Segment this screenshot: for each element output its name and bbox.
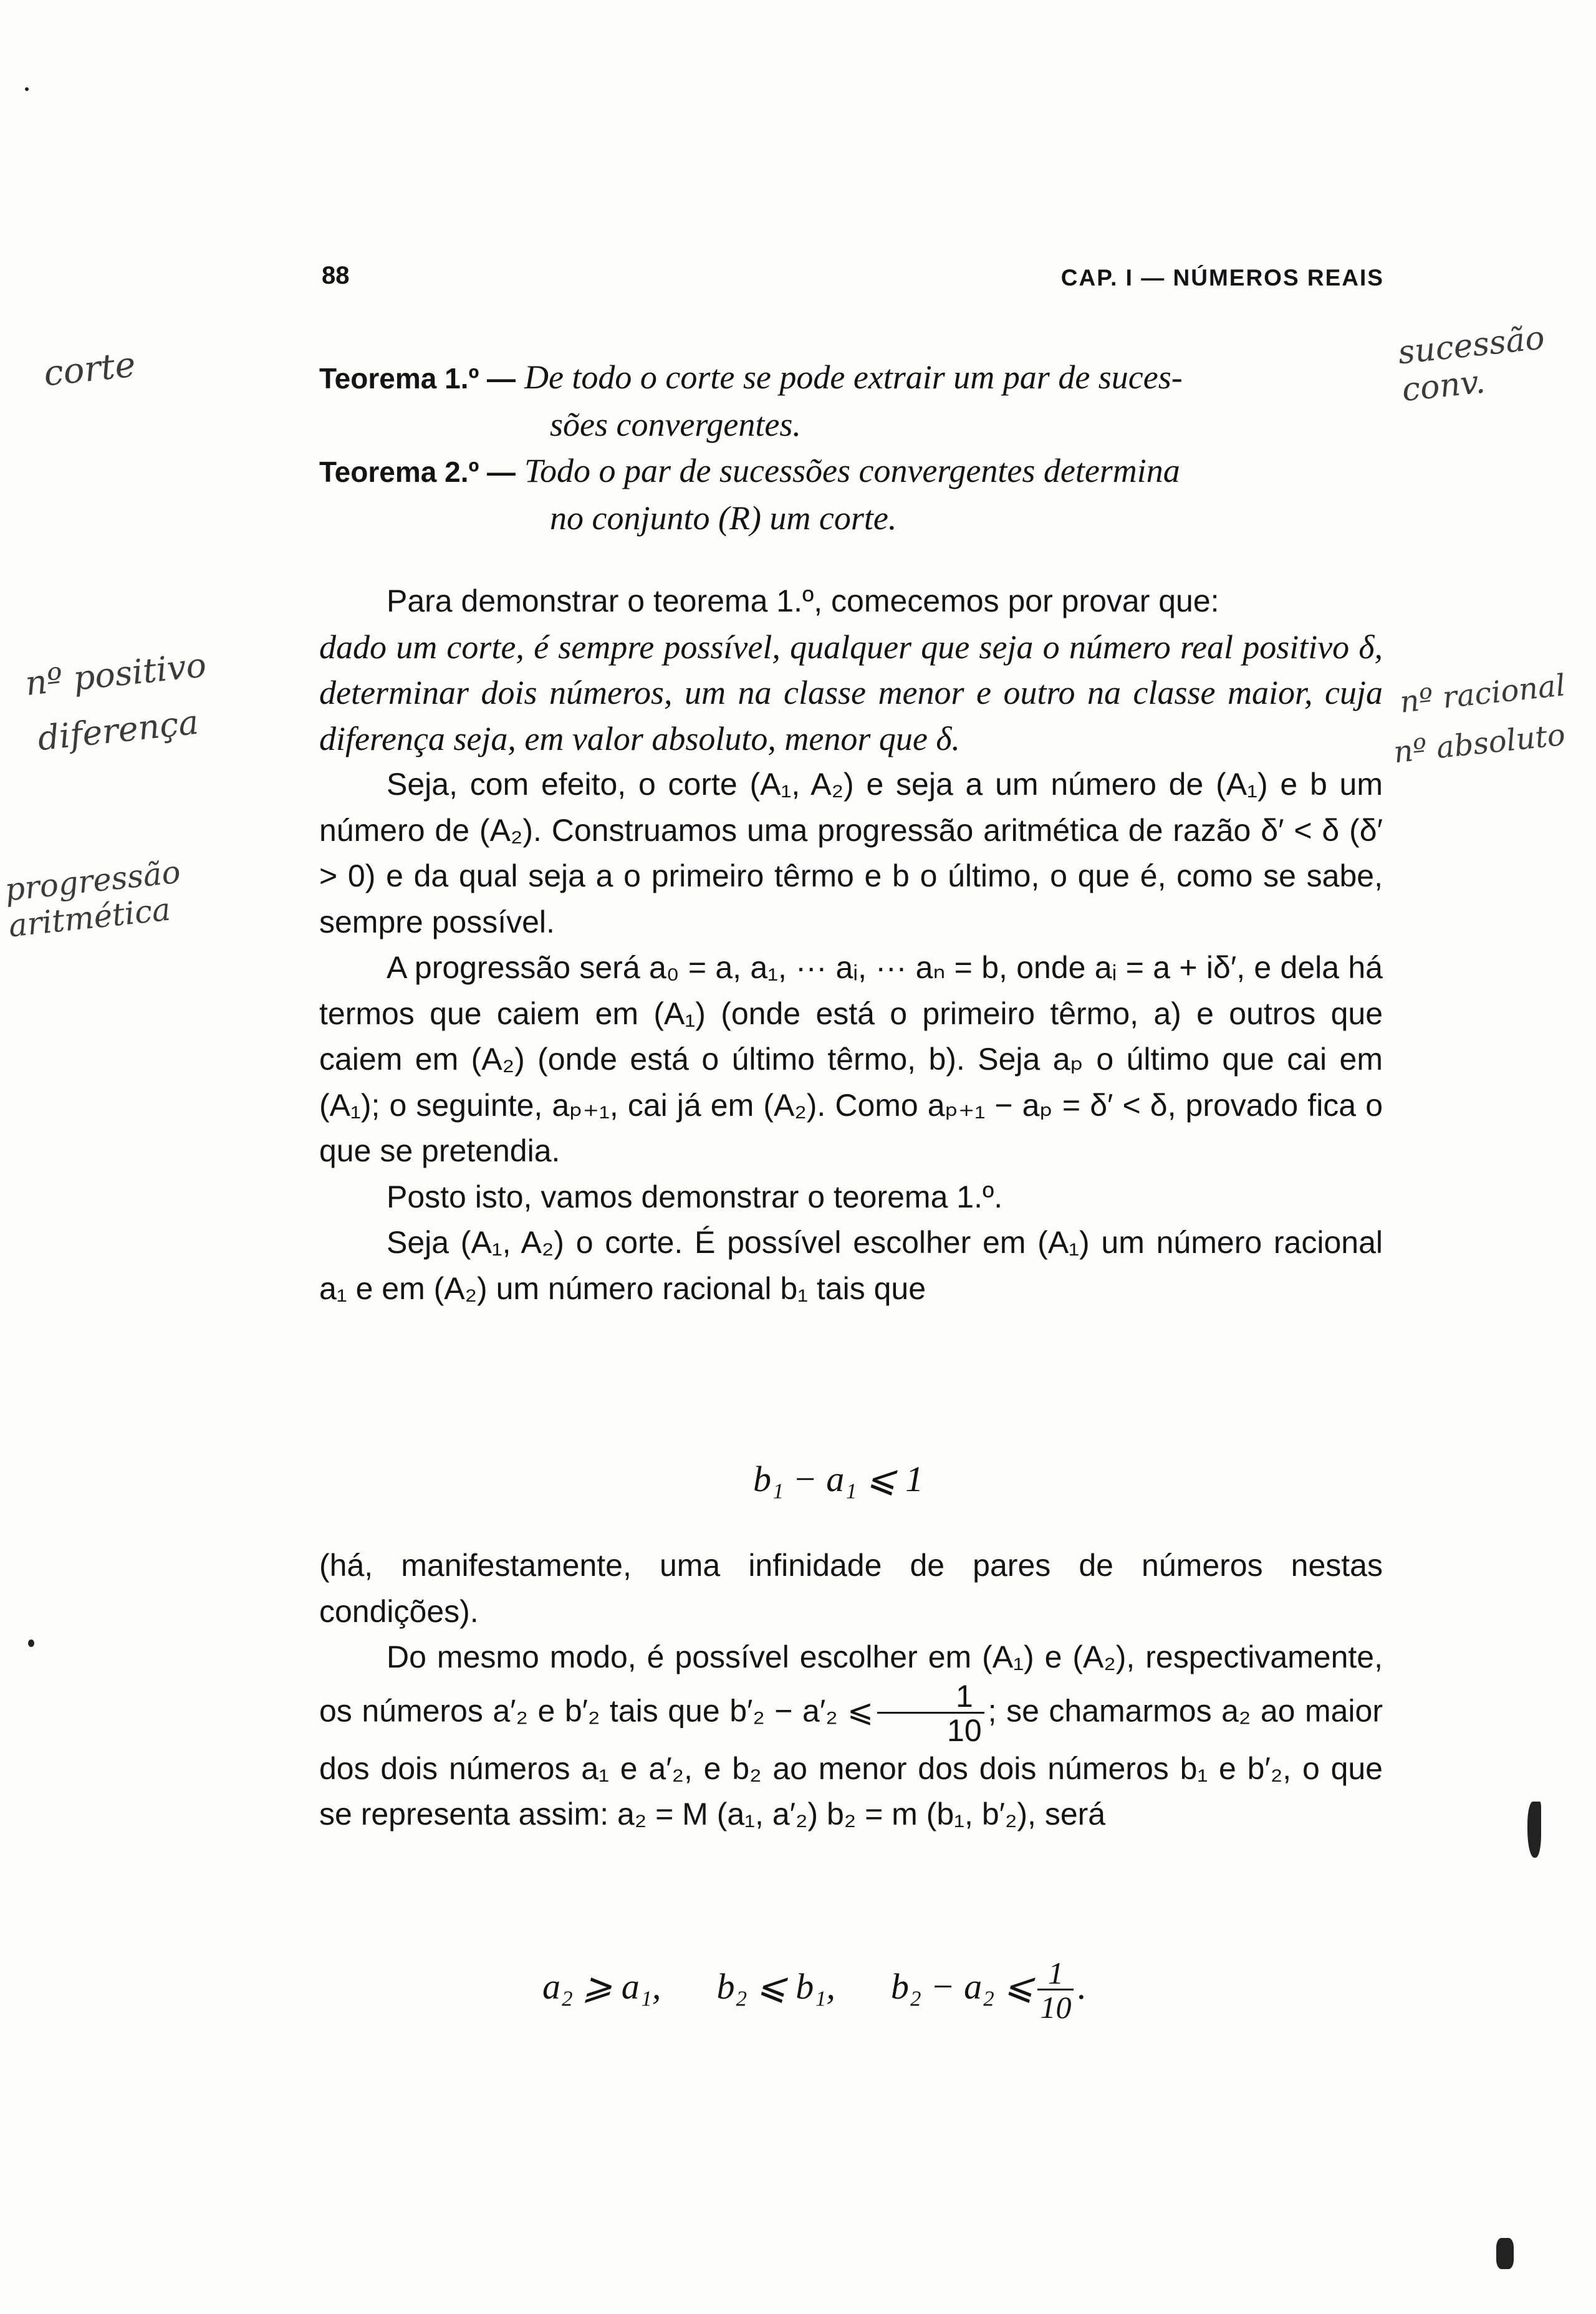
body-block-1	[319, 578, 1383, 1312]
paragraph-progressao: A progressão será a₀ = a, a₁, ··· aᵢ, ··· aₙ = b, onde aᵢ = a + iδ′, e dela há termos que caiem em (A₁) (onde está o primeiro têrmo, a) e outros que caiem em (A₂) (onde está o último têrmo, b). Seja aₚ o último que cai em (A₁); o seguinte, aₚ₊₁, cai já em (A₂). Como aₚ₊₁ − aₚ = δ′ < δ, provado fica o que se pretendia.	[319, 950, 1383, 1168]
theorem-2-line1: Todo o par de sucessões convergentes determina	[524, 452, 1180, 489]
fraction-one-tenth	[877, 1678, 984, 1748]
paragraph-corte: Seja, com efeito, o corte (A₁, A₂) e seja a um número de (A₁) e b um número de (A₂). Construamos uma progressão aritmética de razão δ′ < δ (δ′ > 0) e da qual seja a o primeiro têrmo e b o último, o que é, como se sabe, sempre possível.	[319, 767, 1383, 939]
paragraph-infinidade: (há, manifestamente, uma infinidade de pares de números nestas condições).	[319, 1548, 1383, 1629]
scan-speck	[28, 1639, 34, 1647]
equation-2-denominator: 10	[1040, 1990, 1072, 2025]
equation-2-fraction	[1037, 1957, 1074, 2023]
margin-note-diferenca: diferença	[36, 702, 201, 759]
paragraph-seja: Seja (A₁, A₂) o corte. É possível escolher em (A₁) um número racional a₁ e em (A₂) um número racional b₁ tais que	[319, 1225, 1383, 1306]
paragraph-posto: Posto isto, vamos demonstrar o teorema 1.º.	[387, 1179, 1003, 1214]
fraction-numerator: 1	[877, 1681, 984, 1714]
theorem-1-label: Teorema 1.º —	[319, 362, 516, 395]
margin-note-progressao: progressão aritmética	[2, 853, 183, 944]
body-block-2	[319, 1543, 1383, 1838]
margin-note-sucessao: sucessão conv.	[1396, 319, 1547, 410]
equation-1: b₁ − a₁ ⩽ 1	[753, 1459, 924, 1499]
fraction-denominator: 10	[947, 1712, 982, 1748]
theorem-2-label: Teorema 2.º —	[319, 456, 516, 488]
equation-2-end: .	[1077, 1966, 1087, 2007]
theorem-1-line1: De todo o corte se pode extrair um par de suces-	[524, 358, 1183, 396]
paragraph-intro: Para demonstrar o teorema 1.º, comecemos por provar que:	[387, 583, 1219, 618]
equation-2	[542, 1957, 1087, 2023]
theorem-2	[319, 448, 1379, 542]
equation-2-part1: a₂ ⩾ a₁,	[542, 1966, 661, 2007]
scan-speck	[1527, 1802, 1541, 1858]
equation-2-numerator: 1	[1037, 1957, 1074, 1990]
paragraph-do-mesmo-modo-start: Do mesmo modo, é possível escolher em (A₁) e (A₂), respectivamente, os números a′₂ e b′₂ tais que b′₂ − a′₂ ⩽	[319, 1639, 1383, 1729]
paragraph-do-mesmo-modo	[319, 1635, 1383, 1838]
margin-note-corte: corte	[42, 344, 138, 395]
margin-note-positivo: nº positivo	[23, 645, 208, 704]
page-number: 88	[322, 262, 350, 289]
paragraph-do-mesmo-modo-end: ; se chamarmos a₂ ao maior dos dois números a₁ e a′₂, e b₂ ao menor dos dois números b₁ e b′₂, o que se representa assim: a₂ = M (a₁, a′₂) b₂ = m (b₁, b′₂), será	[319, 1693, 1383, 1832]
chapter-title: CAP. I — NÚMEROS REAIS	[1060, 265, 1384, 290]
equation-2-part2: b₂ ⩽ b₁,	[716, 1966, 835, 2007]
margin-note-racional: nº racional	[1398, 668, 1567, 720]
scan-speck	[1496, 2238, 1514, 2269]
theorem-2-line2: no conjunto (R) um corte.	[550, 499, 897, 537]
equation-2-part3: b₂ − a₂ ⩽	[890, 1966, 1034, 2007]
scan-speck	[25, 87, 29, 91]
margin-note-absoluto: nº absoluto	[1392, 717, 1567, 771]
theorem-1-line2: sões convergentes.	[550, 406, 801, 443]
theorem-1	[319, 354, 1379, 448]
lemma-statement: dado um corte, é sempre possível, qualquer que seja o número real positivo δ, determinar dois números, um na classe menor e outro na classe maior, cuja diferença seja, em valor absoluto, menor que δ.	[319, 628, 1383, 757]
